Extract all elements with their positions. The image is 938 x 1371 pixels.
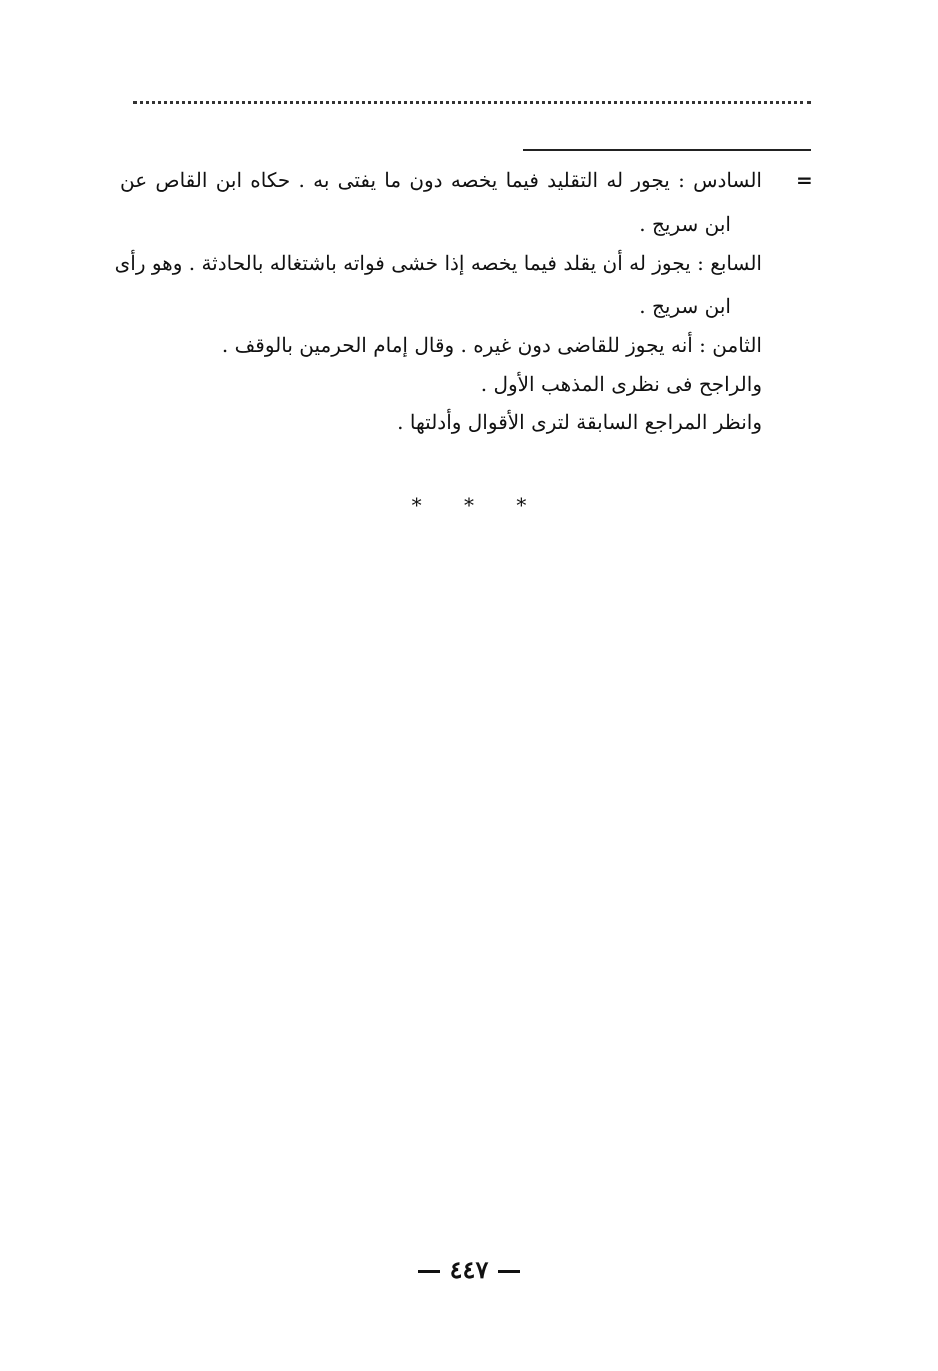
footnote-line-4: ابن سريج . [639, 294, 731, 318]
footnote-line-5: الثامن : أنه يجوز للقاضى دون غيره . وقال إمام الحرمين بالوقف . [221, 333, 762, 357]
section-separator-stars: * * * [411, 493, 545, 517]
footnote-continuation-mark: = [796, 168, 813, 192]
footnote-line-2: ابن سريج . [639, 212, 731, 236]
header-dotted-rule [133, 101, 811, 104]
page-number [0, 1255, 938, 1284]
footnote-line-3: السابع : يجوز له أن يقلد فيما يخصه إذا خشى فواته باشتغاله بالحادثة . وهو رأى [114, 251, 762, 275]
footnote-line-7: وانظر المراجع السابقة لترى الأقوال وأدلتها . [397, 410, 762, 434]
page-number-text: ٤٤٧ [449, 1255, 489, 1284]
footnote-line-1: السادس : يجور له التقليد فيما يخصه دون ما يفتى به . حكاه ابن القاص عن [120, 168, 762, 192]
footnote-line-6: والراجح فى نظرى المذهب الأول . [480, 372, 762, 396]
page-number-dash-left [418, 1270, 440, 1273]
page-number-dash-right [498, 1270, 520, 1273]
footnote-separator-rule [523, 149, 811, 151]
